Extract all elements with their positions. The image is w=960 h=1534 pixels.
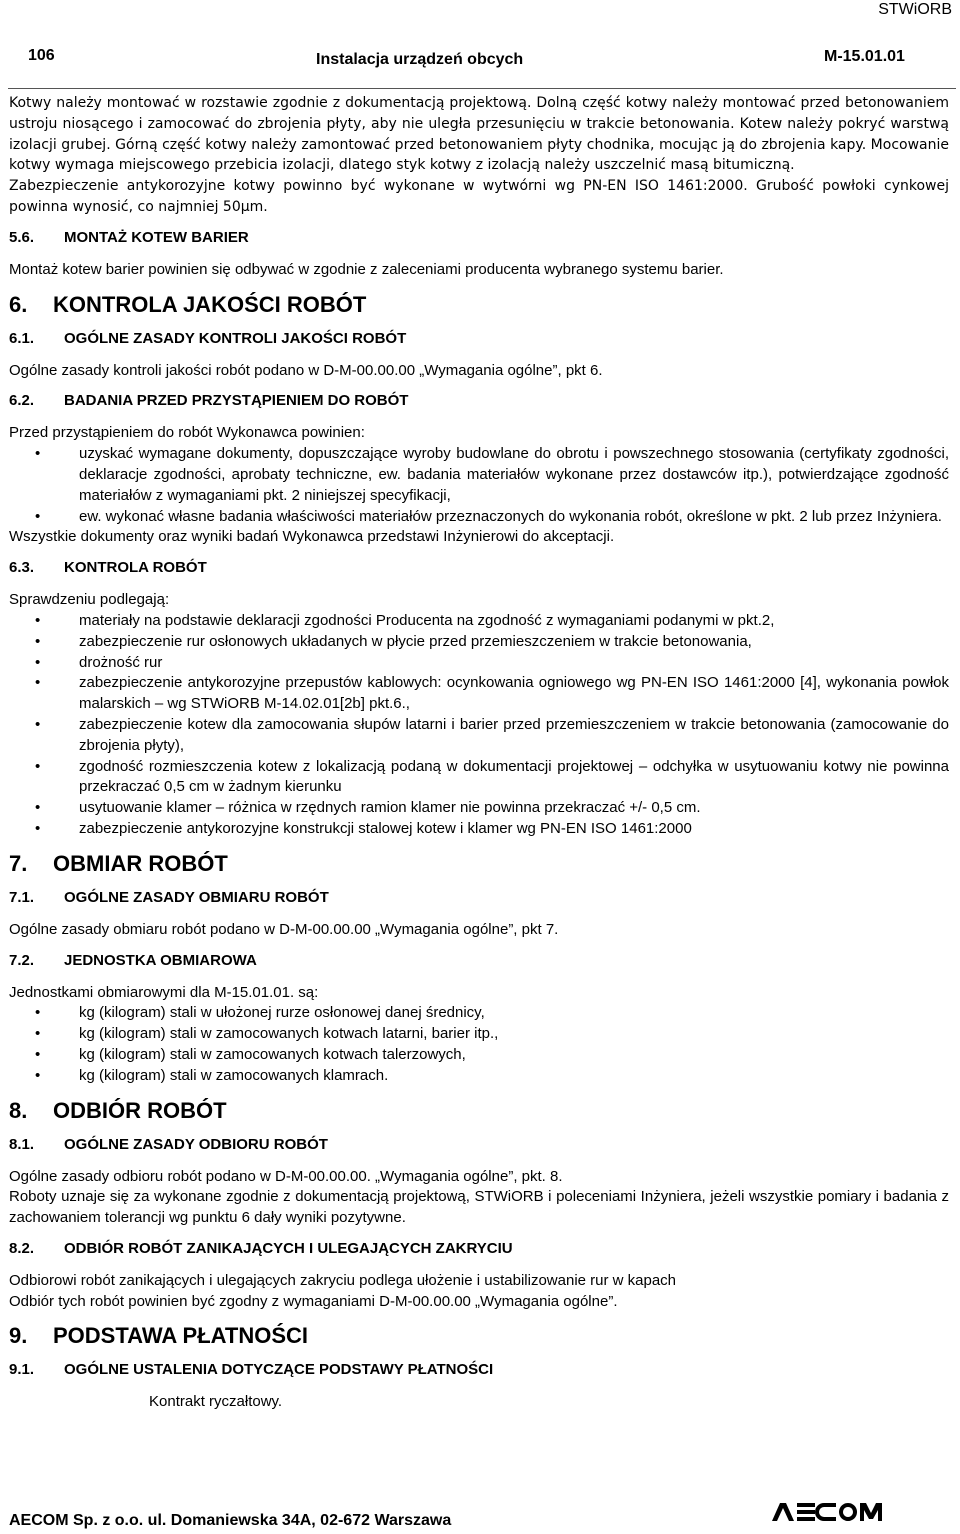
section-6-2-intro: Przed przystąpieniem do robót Wykonawca powinien:: [9, 424, 365, 442]
footer-address: AECOM Sp. z o.o. ul. Domaniewska 34A, 02-672 Warszawa: [9, 1512, 452, 1529]
header-title: Instalacja urządzeń obcych: [316, 51, 524, 68]
section-number: 5.6.: [9, 228, 35, 246]
section-number: 6.1.: [9, 329, 35, 347]
section-9-1-text: Kontrakt ryczałtowy.: [149, 1393, 283, 1411]
chapter-heading-9: [9, 1322, 949, 1350]
aecom-logo: [770, 1500, 885, 1524]
intro-paragraph-1: Kotwy należy montować w rozstawie zgodnie z dokumentacją projektową. Dolną część kotwy należy montować przed betonowaniem ustroju niosącego i zamocować do zbrojenia płyty, aby nie uległa przesunięciu w trakcie betonowania. Kotew należy pokryć warstwą izolacji grubej. Górną część kotwy należy zamontować przed betonowaniem płyty chodnika, mocując ją do zbrojenia kapy. Mocowanie kotwy wymaga miejscowego przebicia izolacji, dlatego styk kotwy z izolacją należy uszczelnić masą bitumiczną.: [9, 95, 949, 174]
chapter-heading-8: [9, 1097, 949, 1125]
section-8-2-text-2: Odbiór tych robót powinien być zgodny z wymaganiami D-M-00.00.00 „Wymagania ogólne”.: [9, 1292, 618, 1310]
section-heading-9-1: [9, 1360, 949, 1380]
list-item: • kg (kilogram) stali w zamocowanych kotwach latarni, barier itp.,: [9, 1024, 949, 1045]
chapter-title: ODBIÓR ROBÓT: [53, 1097, 227, 1123]
section-number: 8.2.: [9, 1239, 35, 1257]
section-heading-6-2: [9, 391, 949, 411]
header-code: M-15.01.01: [824, 48, 905, 65]
section-6-3-list: [9, 611, 949, 840]
section-title: ODBIÓR ROBÓT ZANIKAJĄCYCH I ULEGAJĄCYCH ZAKRYCIU: [64, 1239, 513, 1257]
section-7-2-list: [9, 1003, 949, 1086]
section-heading-6-1: [9, 329, 949, 349]
section-number: 9.1.: [9, 1361, 35, 1379]
chapter-title: PODSTAWA PŁATNOŚCI: [53, 1323, 309, 1349]
list-item: • zgodność rozmieszczenia kotew z lokalizacją podaną w dokumentacji projektowej – odchyłka w usytuowaniu kotwy nie powinna przekraczać 0,5 cm w żadnym kierunku: [9, 757, 949, 799]
section-title: MONTAŻ KOTEW BARIER: [64, 228, 249, 246]
section-heading-8-2: [9, 1239, 949, 1259]
section-6-3-intro: Sprawdzeniu podlegają:: [9, 591, 170, 609]
chapter-heading-7: [9, 850, 949, 878]
section-number: 6.2.: [9, 392, 35, 410]
document-body: [9, 93, 949, 1413]
page-number: 106: [28, 47, 55, 64]
section-heading-7-1: [9, 888, 949, 908]
list-item: • drożność rur: [9, 653, 949, 674]
section-heading-5-6: [9, 228, 949, 248]
list-item: • usytuowanie klamer – różnica w rzędnych ramion klamer nie powinna przekraczać +/- 0,5 cm.: [9, 798, 949, 819]
list-item: • ew. wykonać własne badania właściwości materiałów przeznaczonych do wykonania robót, określone w pkt. 2 lub przez Inżyniera.: [9, 507, 949, 528]
section-8-1-text-1: Ogólne zasady odbioru robót podano w D-M-00.00.00. „Wymagania ogólne”, pkt. 8.: [9, 1167, 563, 1185]
section-number: 8.1.: [9, 1135, 35, 1153]
section-6-1-text: Ogólne zasady kontroli jakości robót podano w D-M-00.00.00 „Wymagania ogólne”, pkt 6.: [9, 361, 603, 379]
list-item: • kg (kilogram) stali w zamocowanych klamrach.: [9, 1066, 949, 1087]
chapter-heading-6: [9, 291, 949, 319]
section-number: 7.1.: [9, 888, 35, 906]
section-6-2-outro: Wszystkie dokumenty oraz wyniki badań Wykonawca przedstawi Inżynierowi do akceptacji.: [9, 528, 615, 546]
section-title: OGÓLNE ZASADY OBMIARU ROBÓT: [64, 888, 329, 906]
section-heading-7-2: [9, 951, 949, 971]
list-item: • kg (kilogram) stali w ułożonej rurze osłonowej danej średnicy,: [9, 1003, 949, 1024]
section-7-2-intro: Jednostkami obmiarowymi dla M-15.01.01. są:: [9, 983, 319, 1001]
chapter-number: 6.: [9, 291, 28, 317]
section-title: OGÓLNE ZASADY ODBIORU ROBÓT: [64, 1135, 328, 1153]
section-title: JEDNOSTKA OBMIAROWA: [64, 951, 257, 969]
header-divider: [8, 88, 956, 89]
chapter-title: OBMIAR ROBÓT: [53, 850, 228, 876]
section-8-2-text-1: Odbiorowi robót zanikających i ulegających zakryciu podlega ułożenie i ustabilizowanie rur w kapach: [9, 1271, 677, 1289]
chapter-number: 7.: [9, 850, 28, 876]
section-5-6-text: Montaż kotew barier powinien się odbywać w zgodnie z zaleceniami producenta wybranego systemu barier.: [9, 260, 724, 278]
section-title: OGÓLNE ZASADY KONTROLI JAKOŚCI ROBÓT: [64, 329, 407, 347]
list-item: • uzyskać wymagane dokumenty, dopuszczające wyroby budowlane do obrotu i powszechnego stosowania (certyfikaty zgodności, deklaracje zgodności, aprobaty techniczne, ew. badania materiałów wykonane przez dostawców itp.), potwierdzające zgodność materiałów z wymaganiami pkt. 2 niniejszej specyfikacji,: [9, 444, 949, 506]
section-heading-6-3: [9, 558, 949, 578]
section-title: OGÓLNE USTALENIA DOTYCZĄCE PODSTAWY PŁATNOŚCI: [64, 1361, 494, 1379]
section-number: 6.3.: [9, 559, 35, 577]
chapter-number: 9.: [9, 1323, 28, 1349]
list-item: • zabezpieczenie kotew dla zamocowania słupów latarni i barier przed przemieszczeniem w trakcie betonowania (zamocowanie do zbrojenia płyty),: [9, 715, 949, 757]
section-title: KONTROLA ROBÓT: [64, 559, 207, 577]
section-title: BADANIA PRZED PRZYSTĄPIENIEM DO ROBÓT: [64, 392, 409, 410]
list-item: • zabezpieczenie rur osłonowych układanych w płycie przed przemieszczeniem w trakcie betonowania,: [9, 632, 949, 653]
list-item: • zabezpieczenie antykorozyjne konstrukcji stalowej kotew i klamer wg PN-EN ISO 1461:2000: [9, 819, 949, 840]
list-item: • zabezpieczenie antykorozyjne przepustów kablowych: ocynkowania ogniowego wg PN-EN ISO 1461:2000 [4], wykonania powłok malarskich – wg STWiORB M-14.02.01[2b] pkt.6.,: [9, 673, 949, 715]
list-item: • materiały na podstawie deklaracji zgodności Producenta na zgodność z wymaganiami podanymi w pkt.2,: [9, 611, 949, 632]
section-8-1-text-2: Roboty uznaje się za wykonane zgodnie z dokumentacją projektową, STWiORB i poleceniami Inżyniera, jeżeli wszystkie pomiary i badania z zachowaniem tolerancji wg punktu 6 dały wyniki pozytywne.: [9, 1188, 949, 1227]
list-item: • kg (kilogram) stali w zamocowanych kotwach talerzowych,: [9, 1045, 949, 1066]
section-7-1-text: Ogólne zasady obmiaru robót podano w D-M-00.00.00 „Wymagania ogólne”, pkt 7.: [9, 920, 559, 938]
intro-paragraph-2: Zabezpieczenie antykorozyjne kotwy powinno być wykonane w wytwórni wg PN-EN ISO 1461:2000. Grubość powłoki cynkowej powinna wynosić, co najmniej 50μm.: [9, 178, 949, 215]
chapter-title: KONTROLA JAKOŚCI ROBÓT: [53, 291, 367, 317]
section-heading-8-1: [9, 1135, 949, 1155]
section-number: 7.2.: [9, 951, 35, 969]
section-6-2-list: [9, 444, 949, 527]
chapter-number: 8.: [9, 1097, 28, 1123]
header-org: STWiORB: [878, 1, 952, 18]
